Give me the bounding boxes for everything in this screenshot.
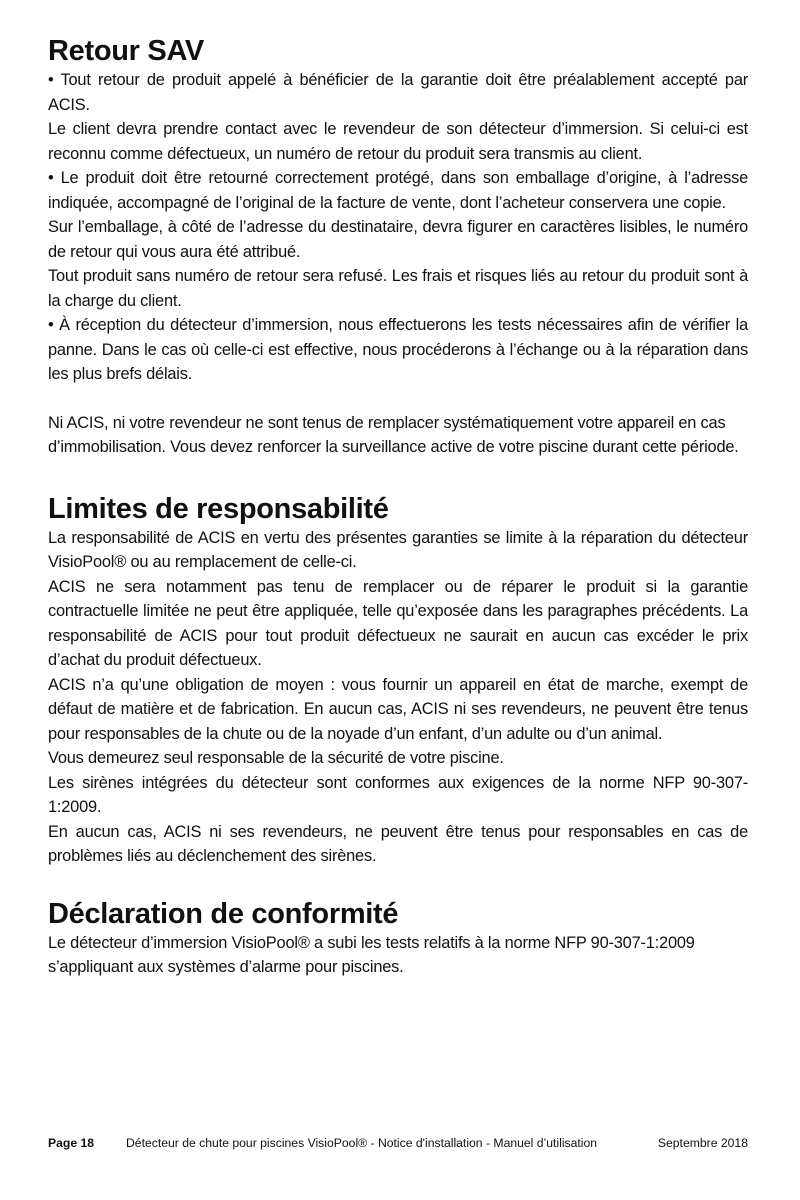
paragraph: Le détecteur d’immersion VisioPool® a subi les tests relatifs à la norme NFP 90-307-1:2009 s’appliquant aux systèmes d’alarme pour piscines.: [48, 933, 695, 976]
page-number: Page 18: [48, 1136, 95, 1150]
paragraph: En aucun cas, ACIS ni ses revendeurs, ne peuvent être tenus pour responsables en cas de problèmes liés au déclenchement des sirènes.: [48, 822, 748, 865]
paragraph: • Tout retour de produit appelé à bénéficier de la garantie doit être préalablement accepté par ACIS.: [48, 71, 748, 114]
section-retour-sav: [48, 34, 748, 460]
paragraph: Sur l’emballage, à côté de l’adresse du destinataire, devra figurer en caractères lisibles, le numéro de retour qui vous aura été attribué.: [48, 218, 748, 261]
paragraph: Les sirènes intégrées du détecteur sont conformes aux exigences de la norme NFP 90-307-1:2009.: [48, 773, 748, 816]
paragraph: • À réception du détecteur d’immersion, nous effectuerons les tests nécessaires afin de vérifier la panne. Dans le cas où celle-ci est effective, nous procéderons à l’échange ou à la réparation dans les plus brefs délais.: [48, 316, 748, 383]
paragraph: ACIS ne sera notamment pas tenu de remplacer ou de réparer le produit si la garantie contractuelle limitée ne peut être appliquée, telle qu’exposée dans les paragraphes précédents. La responsabilité de ACIS pour tout produit défectueux ne saurait en aucun cas excéder le prix d’achat du produit défectueux.: [48, 577, 748, 669]
section-title: Limites de responsabilité: [48, 492, 389, 525]
section-title: Déclaration de conformité: [48, 897, 399, 930]
paragraph: • Le produit doit être retourné correctement protégé, dans son emballage d’origine, à l’adresse indiquée, accompagné de l’original de la facture de vente, dont l’acheteur conservera une copie.: [48, 169, 748, 212]
page-footer: [48, 1136, 748, 1150]
section-title: Retour SAV: [48, 35, 204, 67]
note-paragraph: Ni ACIS, ni votre revendeur ne sont tenus de remplacer systématiquement votre appareil en cas d’immobilisation. Vous devez renforcer la surveillance active de votre piscine durant cette période.: [48, 413, 739, 456]
document-page: [48, 34, 748, 980]
paragraph: La responsabilité de ACIS en vertu des présentes garanties se limite à la réparation du détecteur VisioPool® ou au remplacement de celle-ci.: [48, 528, 748, 571]
section-limites-responsabilite: [48, 492, 748, 869]
paragraph: Le client devra prendre contact avec le revendeur de son détecteur d’immersion. Si celui-ci est reconnu comme défectueux, un numéro de retour du produit sera transmis au client.: [48, 120, 748, 163]
paragraph: Tout produit sans numéro de retour sera refusé. Les frais et risques liés au retour du produit sont à la charge du client.: [48, 267, 748, 310]
paragraph: ACIS n’a qu’une obligation de moyen : vous fournir un appareil en état de marche, exempt de défaut de matière et de fabrication. En aucun cas, ACIS ni ses revendeurs, ne peuvent être tenus pour responsables de la chute ou de la noyade d’un enfant, d’un adulte ou d’un animal.: [48, 675, 748, 743]
footer-description: Détecteur de chute pour piscines VisioPool® - Notice d'installation - Manuel d’utilisation: [126, 1136, 598, 1150]
footer-date: Septembre 2018: [657, 1136, 748, 1150]
section-declaration-conformite: [48, 897, 748, 980]
paragraph: Vous demeurez seul responsable de la sécurité de votre piscine.: [48, 749, 504, 767]
